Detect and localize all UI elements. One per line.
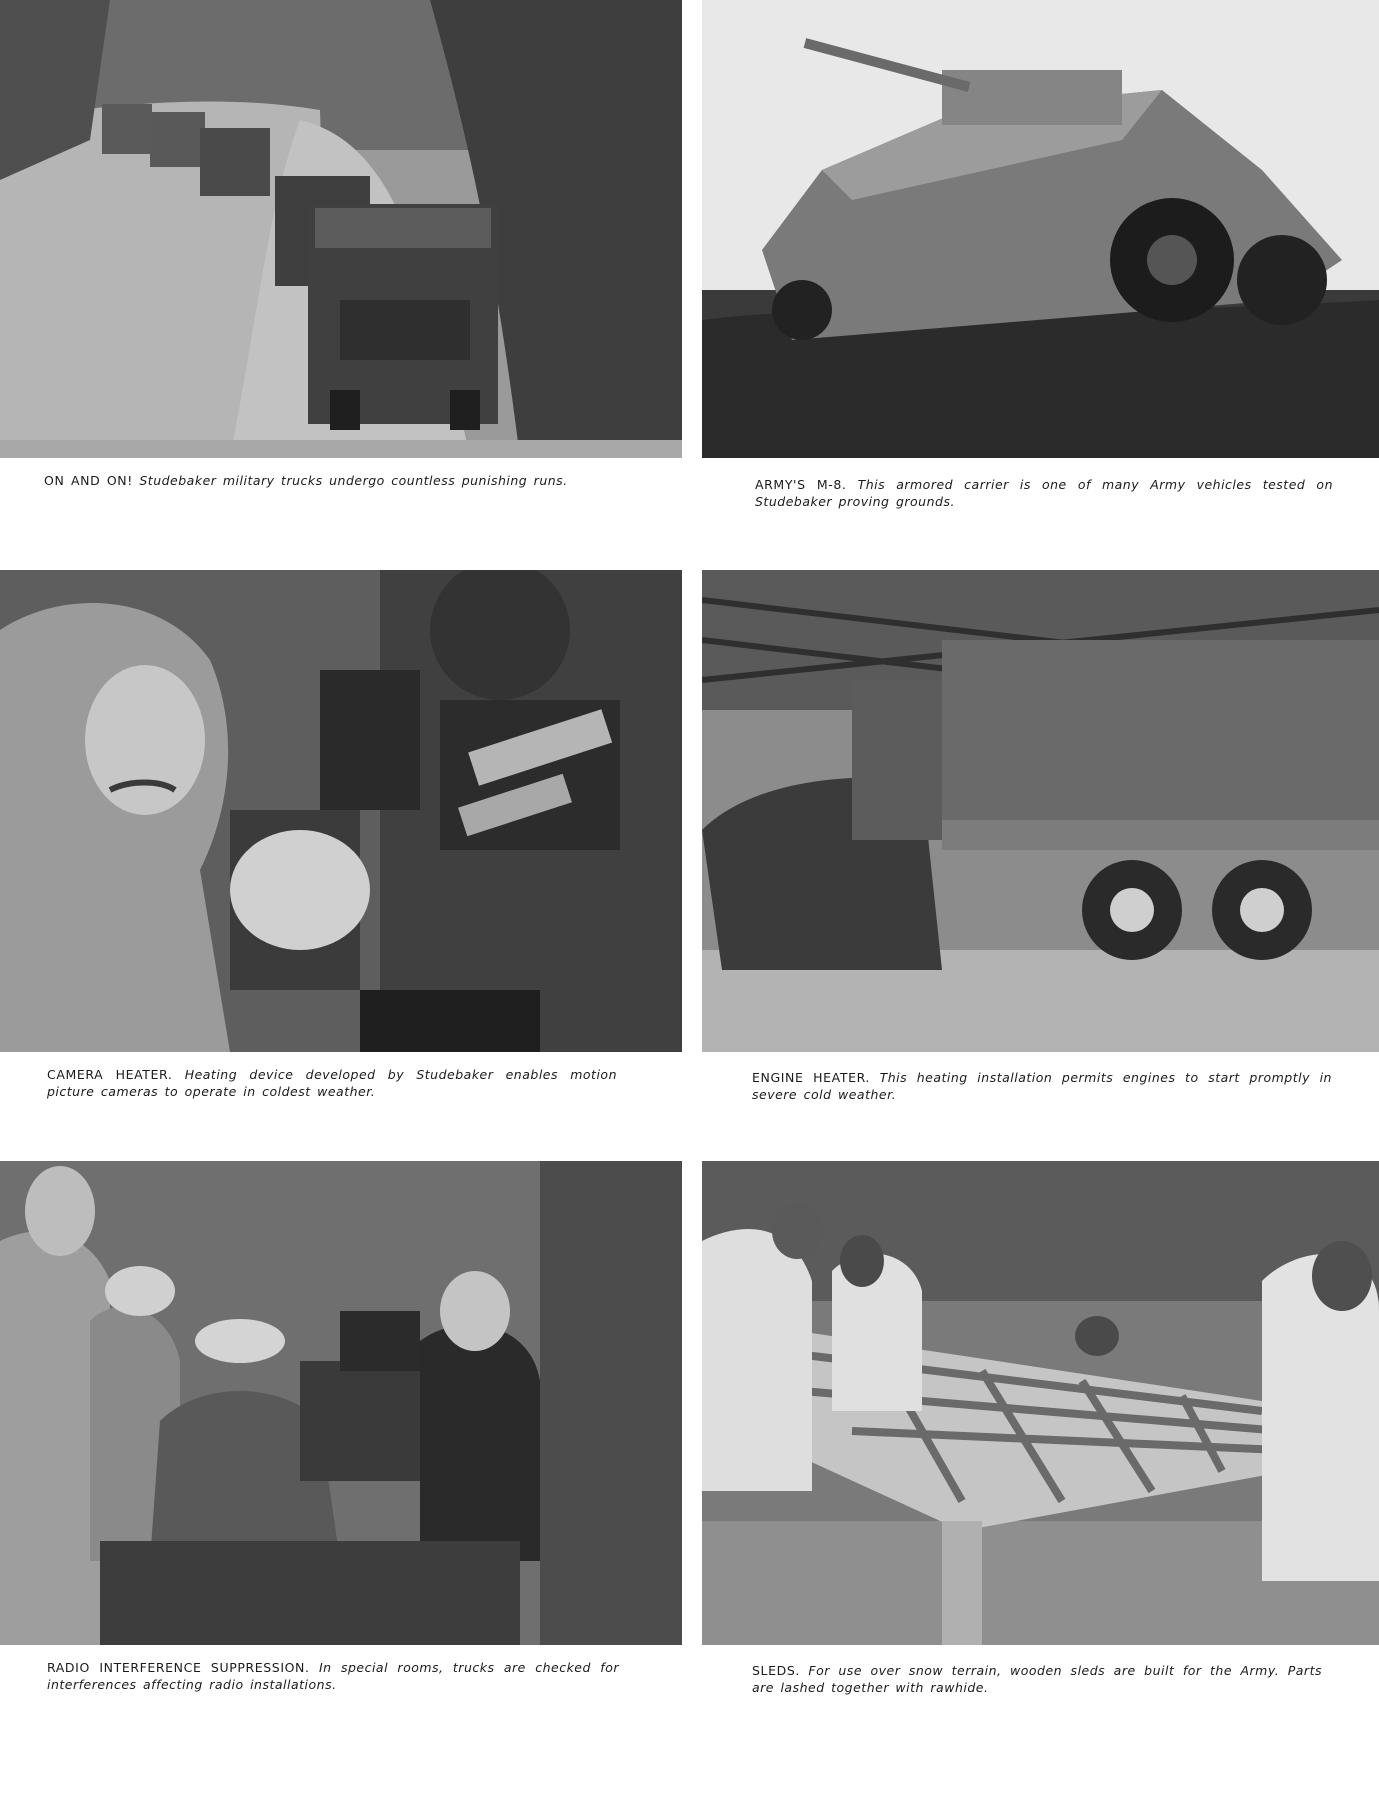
camera-operator-photo <box>0 570 682 1052</box>
caption-engine-heater <box>752 1069 1332 1103</box>
caption-text: Heating device developed by Studebaker enables motion picture cameras to operate in coldest weather. <box>47 1067 617 1099</box>
caption-heading: CAMERA HEATER. <box>47 1067 173 1082</box>
caption-heading: ON AND ON! <box>44 473 133 488</box>
caption-radio-suppression <box>47 1659 619 1693</box>
caption-text: Studebaker military trucks undergo countless punishing runs. <box>139 473 568 488</box>
caption-text: For use over snow terrain, wooden sleds are built for the Army. Parts are lashed together with rawhide. <box>752 1663 1322 1695</box>
caption-heading: ENGINE HEATER. <box>752 1070 870 1085</box>
caption-sleds <box>752 1662 1322 1696</box>
sled-workshop-photo <box>702 1161 1379 1645</box>
caption-heading: SLEDS. <box>752 1663 800 1678</box>
caption-armored-car <box>755 476 1333 510</box>
radio-testing-room-photo <box>0 1161 682 1645</box>
military-trucks-convoy-photo <box>0 0 682 458</box>
caption-heading: ARMY'S M-8. <box>755 477 847 492</box>
caption-heading: RADIO INTERFERENCE SUPPRESSION. <box>47 1660 310 1675</box>
caption-trucks <box>44 472 674 489</box>
caption-camera-heater <box>47 1066 617 1100</box>
caption-text: This heating installation permits engines to start promptly in severe cold weather. <box>752 1070 1332 1102</box>
caption-text: This armored carrier is one of many Army vehicles tested on Studebaker proving grounds. <box>755 477 1333 509</box>
caption-text: In special rooms, trucks are checked for interferences affecting radio installations. <box>47 1660 619 1692</box>
armored-car-photo <box>702 0 1379 458</box>
covered-truck-photo <box>702 570 1379 1052</box>
